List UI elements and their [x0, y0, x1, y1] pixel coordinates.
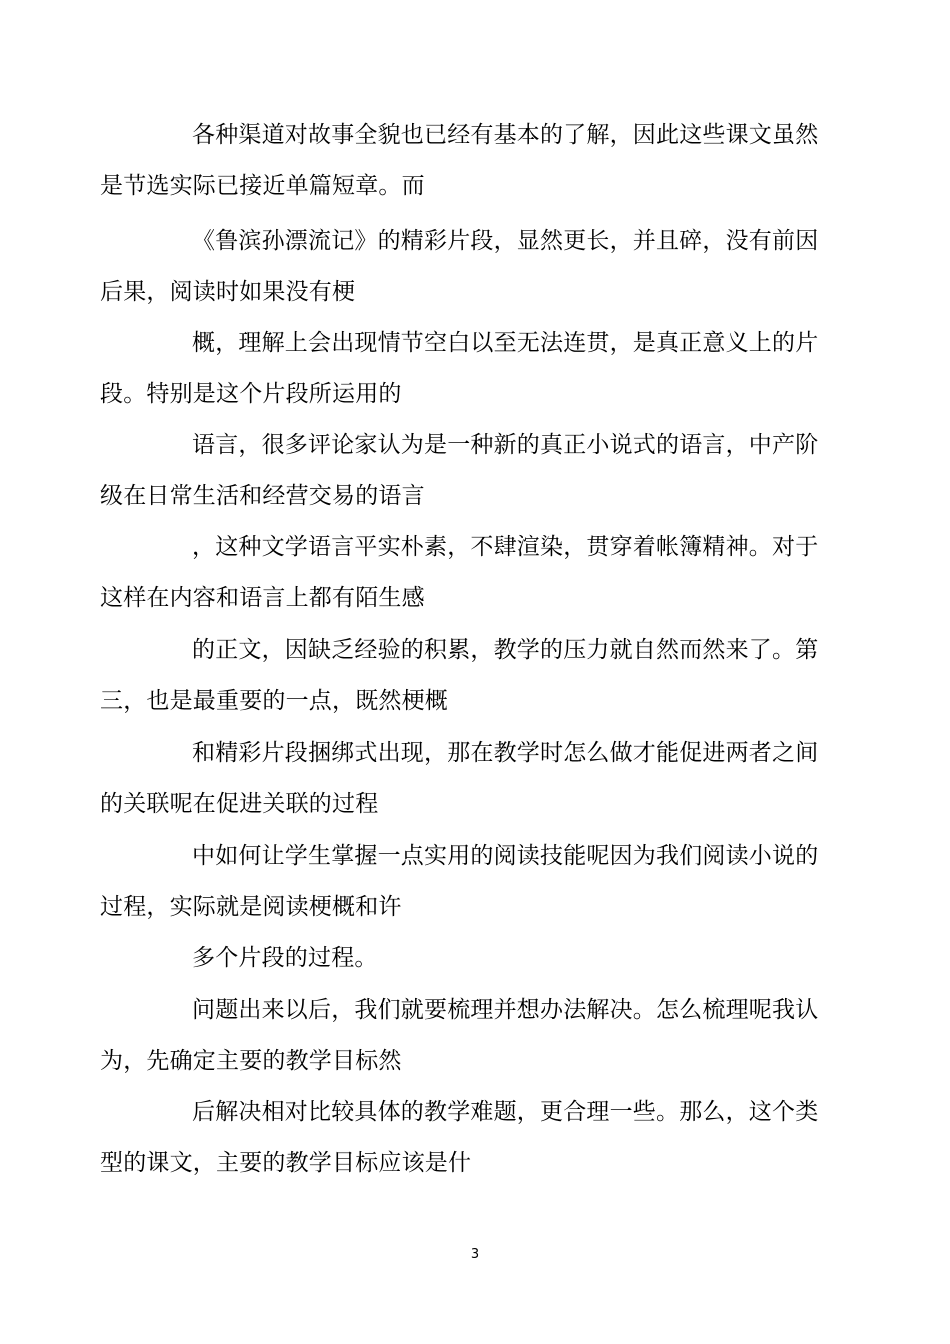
paragraph-10 [100, 985, 819, 1087]
paragraph-line: 概，理解上会出现情节空白以至无法连贯，是真正意义上的片 [192, 330, 819, 356]
paragraph-line: 的正文，因缺乏经验的积累，教学的压力就自然而然来了。第 [192, 637, 819, 663]
paragraph-line: ，这种文学语言平实朴素，不肆渲染，贯穿着帐簿精神。对于 [192, 534, 819, 560]
paragraph-line: 后解决相对比较具体的教学难题，更合理一些。那么，这个类 [192, 1099, 819, 1125]
paragraph-9 [146, 933, 806, 984]
paragraph-line: 是节选实际已接近单篇短章。而 [100, 173, 425, 199]
paragraph-3 [100, 318, 819, 420]
paragraph-2 [100, 216, 819, 318]
paragraph-line: 三，也是最重要的一点，既然梗概 [100, 688, 448, 714]
paragraph-line: 各种渠道对故事全貌也已经有基本的了解，因此这些课文虽然 [192, 122, 819, 148]
paragraph-line: 《鲁滨孙漂流记》的精彩片段，显然更长，并且碎，没有前因 [192, 228, 819, 254]
paragraph-line: 的关联呢在促进关联的过程 [100, 791, 379, 817]
paragraph-6 [100, 625, 819, 727]
paragraph-line: 问题出来以后，我们就要梳理并想办法解决。怎么梳理呢我认 [192, 997, 819, 1023]
paragraph-5 [100, 522, 819, 624]
paragraph-line: 型的课文，主要的教学目标应该是什 [100, 1150, 472, 1176]
paragraph-line: 过程，实际就是阅读梗概和许 [100, 894, 402, 920]
paragraph-line: 多个片段的过程。 [192, 945, 378, 971]
paragraph-line: 这样在内容和语言上都有陌生感 [100, 585, 425, 611]
paragraph-line: 和精彩片段捆绑式出现，那在教学时怎么做才能促进两者之间 [192, 740, 819, 766]
paragraph-line: 段。特别是这个片段所运用的 [100, 381, 402, 407]
paragraph-line: 后果，阅读时如果没有梗 [100, 279, 356, 305]
paragraph-line: 为，先确定主要的教学目标然 [100, 1048, 402, 1074]
paragraph-11 [100, 1087, 819, 1189]
paragraph-line: 级在日常生活和经营交易的语言 [100, 483, 425, 509]
paragraph-1 [100, 110, 819, 212]
paragraph-7 [100, 728, 819, 830]
paragraph-line: 语言，很多评论家认为是一种新的真正小说式的语言，中产阶 [192, 432, 819, 458]
page-number: 3 [470, 1247, 480, 1262]
paragraph-line: 中如何让学生掌握一点实用的阅读技能呢因为我们阅读小说的 [192, 843, 819, 869]
paragraph-8 [100, 831, 819, 933]
paragraph-4 [100, 420, 819, 522]
